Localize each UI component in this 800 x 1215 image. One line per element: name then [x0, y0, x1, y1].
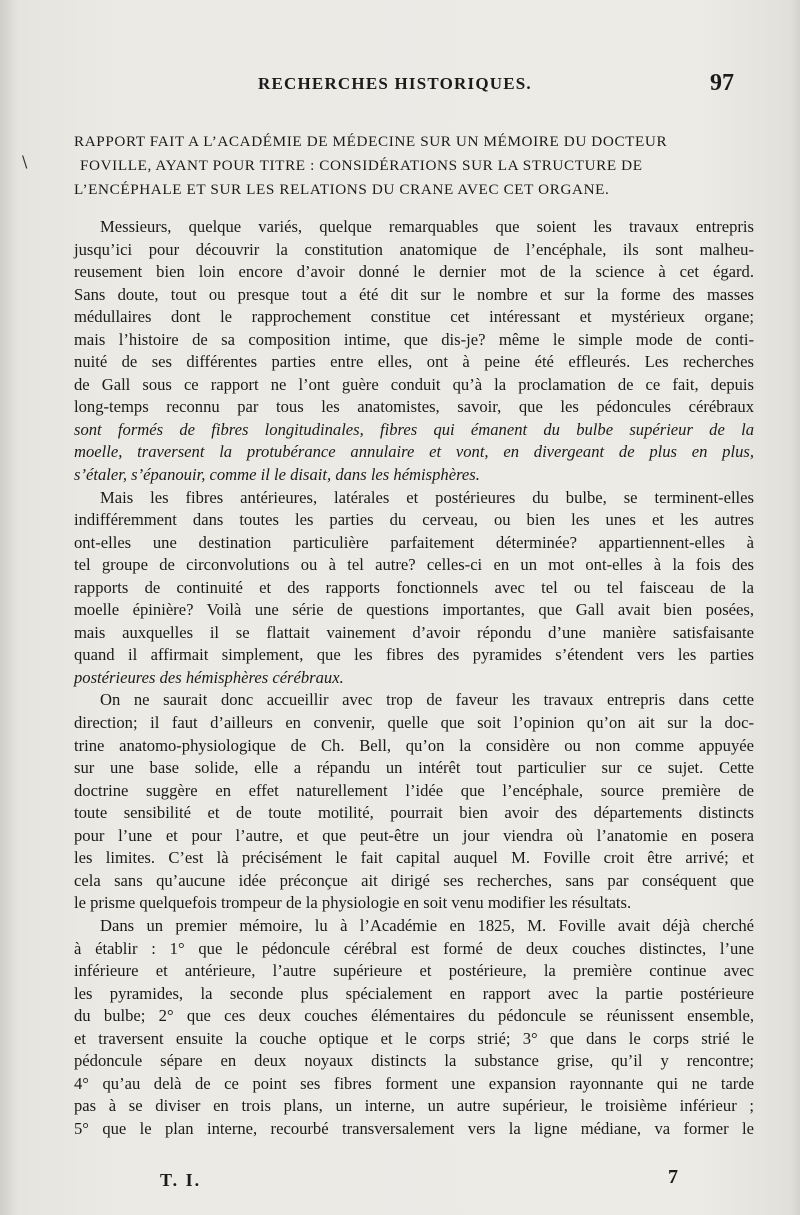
text-line: du bulbe; 2° que ces deux couches élémentaires du pédoncule se réunissent ensemble,: [74, 1006, 754, 1026]
text-line: les limites. C’est là précisément le fait capital auquel M. Foville croit être arrivé; et: [74, 848, 754, 868]
text-line: ont-elles une destination particulière parfaitement déterminée? appartiennent-elles à: [74, 532, 754, 552]
text-line: reusement bien loin encore d’avoir donné le dernier mot de la science à cet égard.: [74, 262, 754, 282]
text-line: moelle épinière? Voilà une série de questions importantes, que Gall avait bien posées,: [74, 600, 754, 620]
running-title: RECHERCHES HISTORIQUES.: [258, 74, 532, 93]
text-line: trine anatomo-physiologique de Ch. Bell, qu’on la considère ou non comme appuyée: [74, 735, 754, 755]
text-line: pour l’une et pour l’autre, et que peut-être un jour viendra où l’anatomie en posera: [74, 825, 754, 845]
text-line: Mais les fibres antérieures, latérales et postérieures du bulbe, se terminent-elles: [100, 487, 754, 507]
text-line: On ne saurait donc accueillir avec trop de faveur les travaux entrepris dans cette: [100, 690, 754, 710]
text-line: long-temps reconnu par tous les anatomistes, savoir, que les pédoncules cérébraux: [74, 397, 754, 417]
text-line: Dans un premier mémoire, lu à l’Académie en 1825, M. Foville avait déjà cherché: [100, 915, 754, 935]
text-line: les pyramides, la seconde plus spécialement en rapport avec la partie postérieure: [74, 983, 754, 1003]
text-line: moelle, traversent la protubérance annulaire et vont, en divergeant de plus en plus,: [74, 442, 754, 462]
text-line: sur une base solide, elle a répandu un intérêt tout particulier sur ce sujet. Cette: [74, 758, 754, 778]
text-line: inférieure et antérieure, l’autre supérieure et postérieure, la première continue avec: [74, 961, 754, 981]
title-line: L’ENCÉPHALE ET SUR LES RELATIONS DU CRANE AVEC CET ORGANE.: [74, 181, 610, 198]
title-line: RAPPORT FAIT A L’ACADÉMIE DE MÉDECINE SUR UN MÉMOIRE DU DOCTEUR: [74, 133, 668, 150]
text-line: pédoncule sépare en deux noyaux distincts la substance grise, qu’il y rencontre;: [74, 1051, 754, 1071]
page-footer: [0, 1166, 800, 1196]
sheet-number: 7: [668, 1166, 678, 1188]
article-title: [74, 130, 754, 202]
title-line: FOVILLE, AYANT POUR TITRE : CONSIDÉRATIONS SUR LA STRUCTURE DE: [80, 157, 643, 174]
text-line: postérieures des hémisphères cérébraux.: [74, 667, 344, 687]
text-line: cela sans qu’aucune idée préconçue ait dirigé ses recherches, sans par conséquent que: [74, 870, 754, 890]
text-line: 5° que le plan interne, recourbé transversalement vers la ligne médiane, va former le: [74, 1118, 754, 1138]
signature-mark: T. I.: [160, 1170, 202, 1190]
text-line: tel groupe de circonvolutions ou à tel autre? celles-ci en un mot ont-elles à la fois des: [74, 555, 754, 575]
body-text: [74, 216, 754, 1140]
text-line: pas à se diviser en trois plans, un interne, un autre supérieur, le troisième inférieur ;: [74, 1096, 754, 1116]
text-line: doctrine suggère en effet naturellement l’idée que l’encéphale, source première de: [74, 780, 754, 800]
text-line: s’étaler, s’épanouir, comme il le disait, dans les hémisphères.: [74, 465, 480, 485]
text-line: toute sensibilité et de toute motilité, pourrait bien avoir des départements distincts: [74, 803, 754, 823]
text-line: direction; il faut d’ailleurs en convenir, quelle que soit l’opinion qu’on ait sur la doc-: [74, 713, 754, 733]
text-line: quand il affirmait simplement, que les fibres des pyramides s’étendent vers les parties: [74, 645, 754, 665]
text-line: nuité de ses différentes parties entre elles, ont à peine été effleurés. Les recherches: [74, 352, 754, 372]
text-line: indifféremment dans toutes les parties du cerveau, ou bien les unes et les autres: [74, 510, 754, 530]
text-line: mais auxquelles il se flattait vainement d’avoir répondu d’une manière satisfaisante: [74, 622, 754, 642]
text-line: jusqu’ici pour découvrir la constitution anatomique de l’encéphale, ils sont malheu-: [74, 239, 754, 259]
text-line: de Gall sous ce rapport ne l’ont guère conduit qu’à la proclamation de ce fait, depuis: [74, 374, 754, 394]
text-line: 4° qu’au delà de ce point ses fibres forment une expansion rayonnante qui ne tarde: [74, 1073, 754, 1093]
text-line: rapports de continuité et des rapports fonctionnels avec tel ou tel faisceau de la: [74, 577, 754, 597]
page-number: 97: [710, 70, 734, 96]
text-line: à établir : 1° que le pédoncule cérébral est formé de deux couches distinctes, l’une: [74, 938, 754, 958]
text-line: Messieurs, quelque variés, quelque remarquables que soient les travaux entrepris: [100, 217, 754, 236]
text-line: mais l’histoire de sa composition intime, que dis-je? même le simple mode de conti-: [74, 329, 754, 349]
margin-mark: \: [22, 152, 28, 171]
running-head: [0, 70, 800, 100]
text-line: sont formés de fibres longitudinales, fibres qui émanent du bulbe supérieur de la: [74, 419, 754, 439]
text-line: et traversent ensuite la couche optique et le corps strié; 3° que dans le corps strié le: [74, 1028, 754, 1048]
text-line: Sans doute, tout ou presque tout a été dit sur le nombre et sur la forme des masses: [74, 284, 754, 304]
text-line: le prisme quelquefois trompeur de la physiologie en soit venu modifier les résultats.: [74, 893, 632, 913]
text-line: médullaires dont le rapprochement constitue cet intéressant et mystérieux organe;: [74, 307, 754, 327]
